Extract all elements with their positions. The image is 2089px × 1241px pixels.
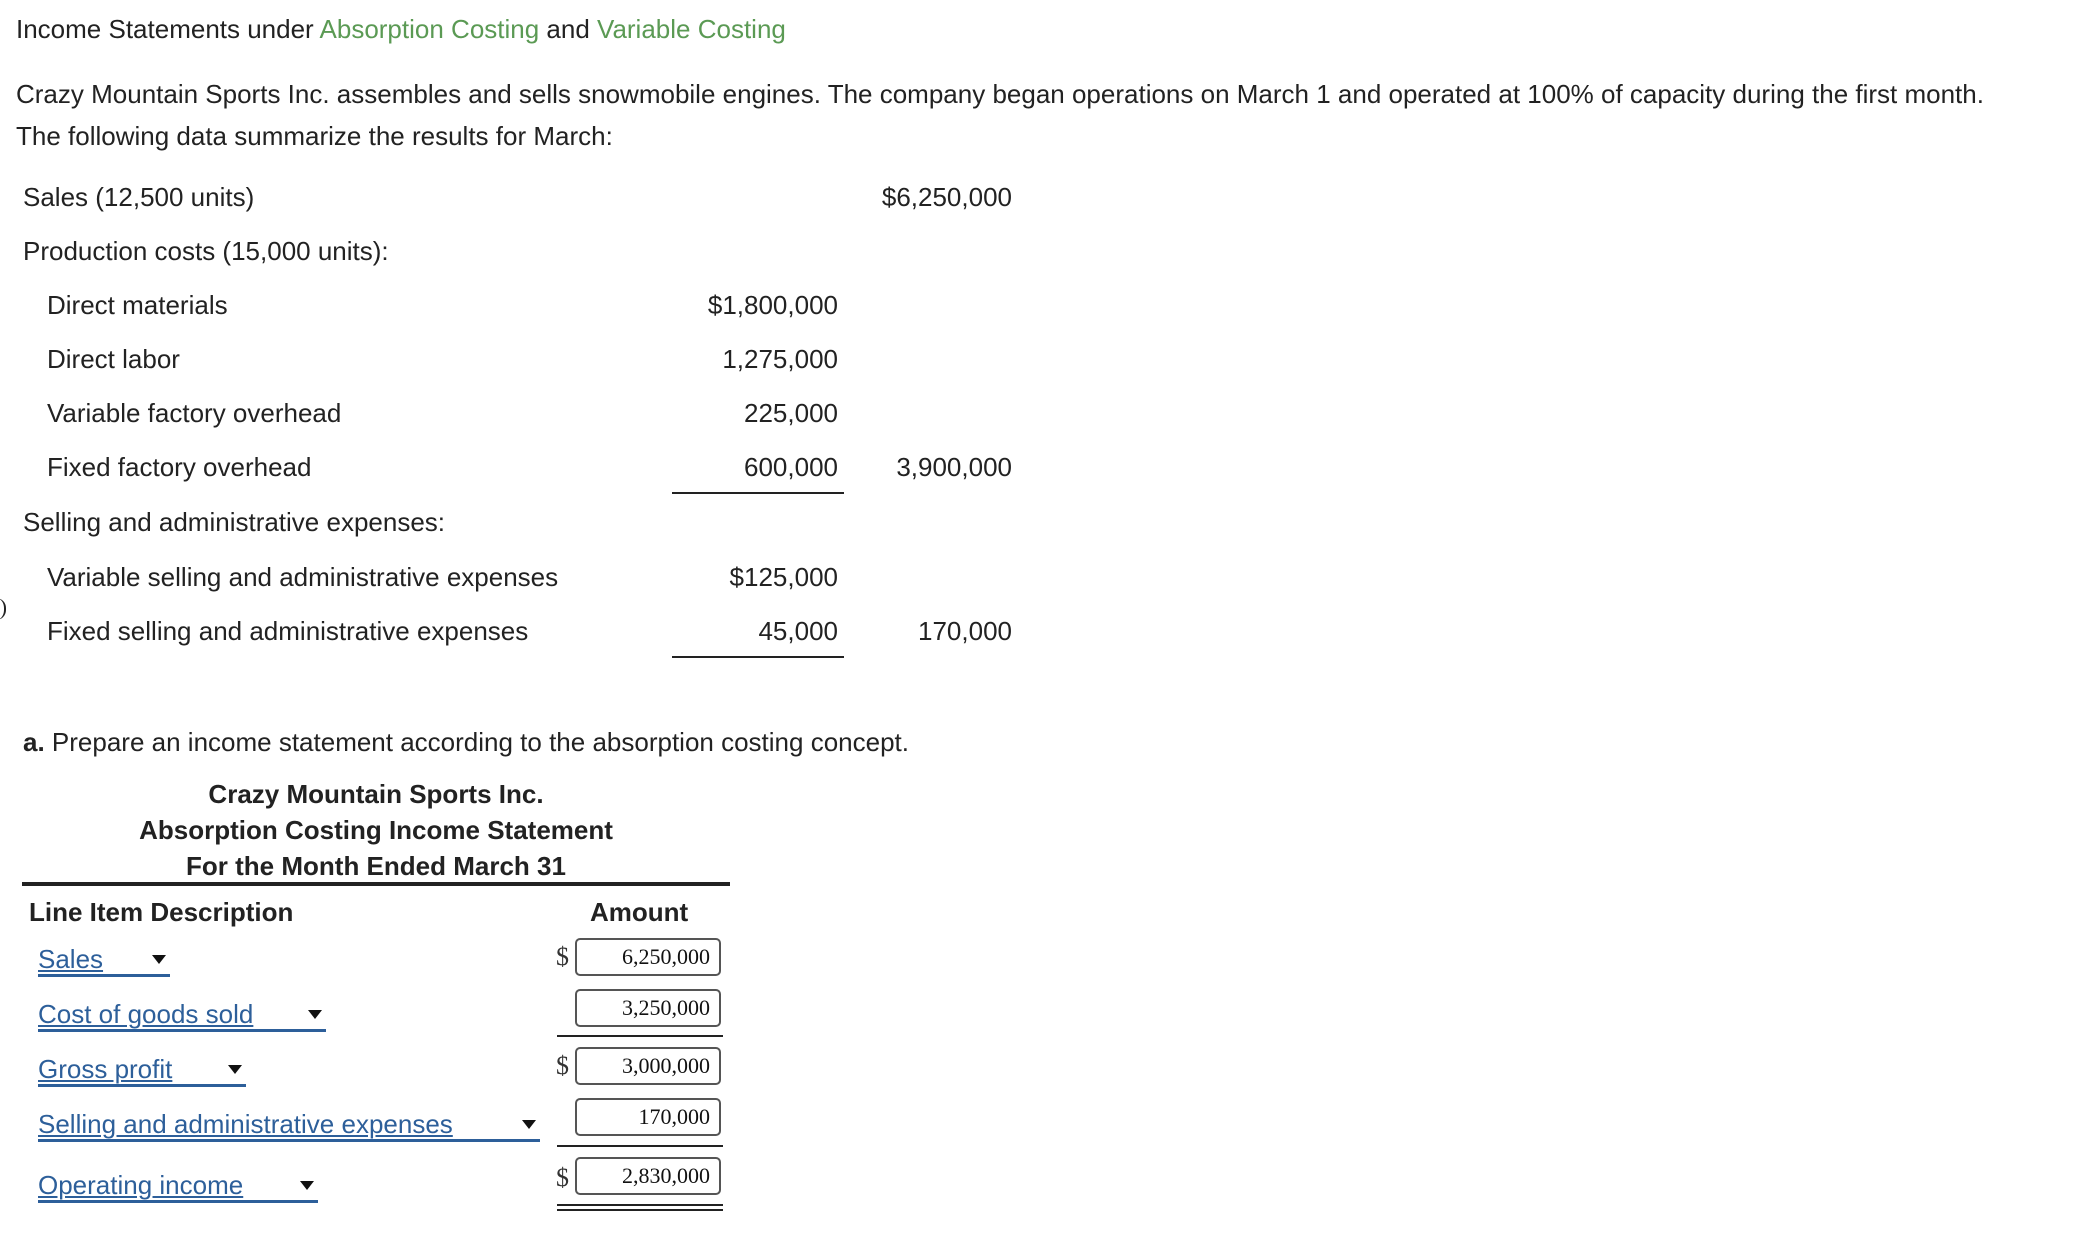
statement-title: Absorption Costing Income Statement: [139, 815, 613, 845]
direct-labor-amount: 1,275,000: [722, 344, 838, 374]
header-prefix: Income Statements under: [16, 14, 320, 44]
line-item-dropdown-cost-of-goods-sold[interactable]: [38, 999, 326, 1032]
variable-costing-link[interactable]: Variable Costing: [597, 14, 786, 44]
amount-input-selling-and-administrative-expenses[interactable]: 170,000: [575, 1098, 721, 1136]
amount-input-operating-income[interactable]: 2,830,000: [575, 1157, 721, 1195]
direct-materials-amount: $1,800,000: [707, 290, 838, 320]
direct-materials-label: Direct materials: [47, 290, 228, 320]
intro-line-1: Crazy Mountain Sports Inc. assembles and sells snowmobile engines. The company began operations on March 1 and operated at 100% of capacity during the first month.: [16, 79, 1984, 109]
variable-sga-amount: $125,000: [729, 562, 838, 592]
fixed-factory-overhead-label: Fixed factory overhead: [47, 452, 312, 482]
production-costs-label: Production costs (15,000 units):: [23, 236, 389, 266]
intro-line-2: The following data summarize the results for March:: [16, 121, 613, 151]
production-subtotal-rule: [672, 492, 844, 494]
line-item-dropdown-selling-and-administrative-expenses[interactable]: [38, 1109, 540, 1142]
dropdown-arrow-icon: [308, 1010, 322, 1019]
statement-company: Crazy Mountain Sports Inc.: [208, 779, 544, 809]
variable-factory-overhead-amount: 225,000: [744, 398, 838, 428]
amount-input-gross-profit[interactable]: 3,000,000: [575, 1047, 721, 1085]
page-header: [16, 14, 786, 45]
amount-input-cost-of-goods-sold[interactable]: 3,250,000: [575, 989, 721, 1027]
absorption-costing-link[interactable]: Absorption Costing: [319, 14, 540, 44]
header-mid: and: [539, 14, 598, 44]
dropdown-label: Selling and administrative expenses: [38, 1109, 453, 1139]
sales-total: $6,250,000: [881, 182, 1012, 212]
cogs-underline: [557, 1035, 723, 1037]
variable-factory-overhead-label: Variable factory overhead: [47, 398, 342, 428]
dollar-sign: $: [556, 1051, 569, 1080]
fixed-factory-overhead-amount: 600,000: [744, 452, 838, 482]
dropdown-arrow-icon: [152, 955, 166, 964]
line-item-dropdown-gross-profit[interactable]: [38, 1054, 246, 1087]
column-header-amount: Amount: [590, 897, 689, 927]
sga-label: Selling and administrative expenses:: [23, 507, 446, 537]
sga-total: 170,000: [918, 616, 1012, 646]
dropdown-label: Operating income: [38, 1170, 244, 1200]
question-a: [23, 727, 909, 758]
production-costs-total: 3,900,000: [896, 452, 1012, 482]
sga-statement-underline: [557, 1145, 723, 1147]
fixed-sga-label: Fixed selling and administrative expenses: [47, 616, 529, 646]
sga-subtotal-rule: [672, 656, 844, 658]
line-item-dropdown-operating-income[interactable]: [38, 1170, 318, 1203]
statement-top-rule: [22, 882, 730, 886]
left-edge-mark: [0, 598, 6, 620]
dropdown-label: Cost of goods sold: [38, 999, 254, 1029]
statement-period: For the Month Ended March 31: [186, 851, 566, 881]
column-header-description: Line Item Description: [29, 897, 294, 927]
dollar-sign: $: [556, 942, 569, 971]
question-letter: a.: [23, 727, 45, 757]
sales-label: Sales (12,500 units): [23, 182, 255, 212]
operating-income-double-rule-bottom: [557, 1209, 723, 1211]
dropdown-arrow-icon: [300, 1181, 314, 1190]
amount-input-sales[interactable]: 6,250,000: [575, 938, 721, 976]
dropdown-label: Gross profit: [38, 1054, 173, 1084]
operating-income-double-rule-top: [557, 1204, 723, 1206]
dropdown-arrow-icon: [522, 1120, 536, 1129]
question-text: Prepare an income statement according to the absorption costing concept.: [51, 727, 909, 757]
direct-labor-label: Direct labor: [47, 344, 180, 374]
line-item-dropdown-sales[interactable]: [38, 944, 170, 977]
dropdown-label: Sales: [38, 944, 104, 974]
variable-sga-label: Variable selling and administrative expenses: [47, 562, 559, 592]
dropdown-arrow-icon: [228, 1065, 242, 1074]
dollar-sign: $: [556, 1163, 569, 1192]
fixed-sga-amount: 45,000: [758, 616, 838, 646]
